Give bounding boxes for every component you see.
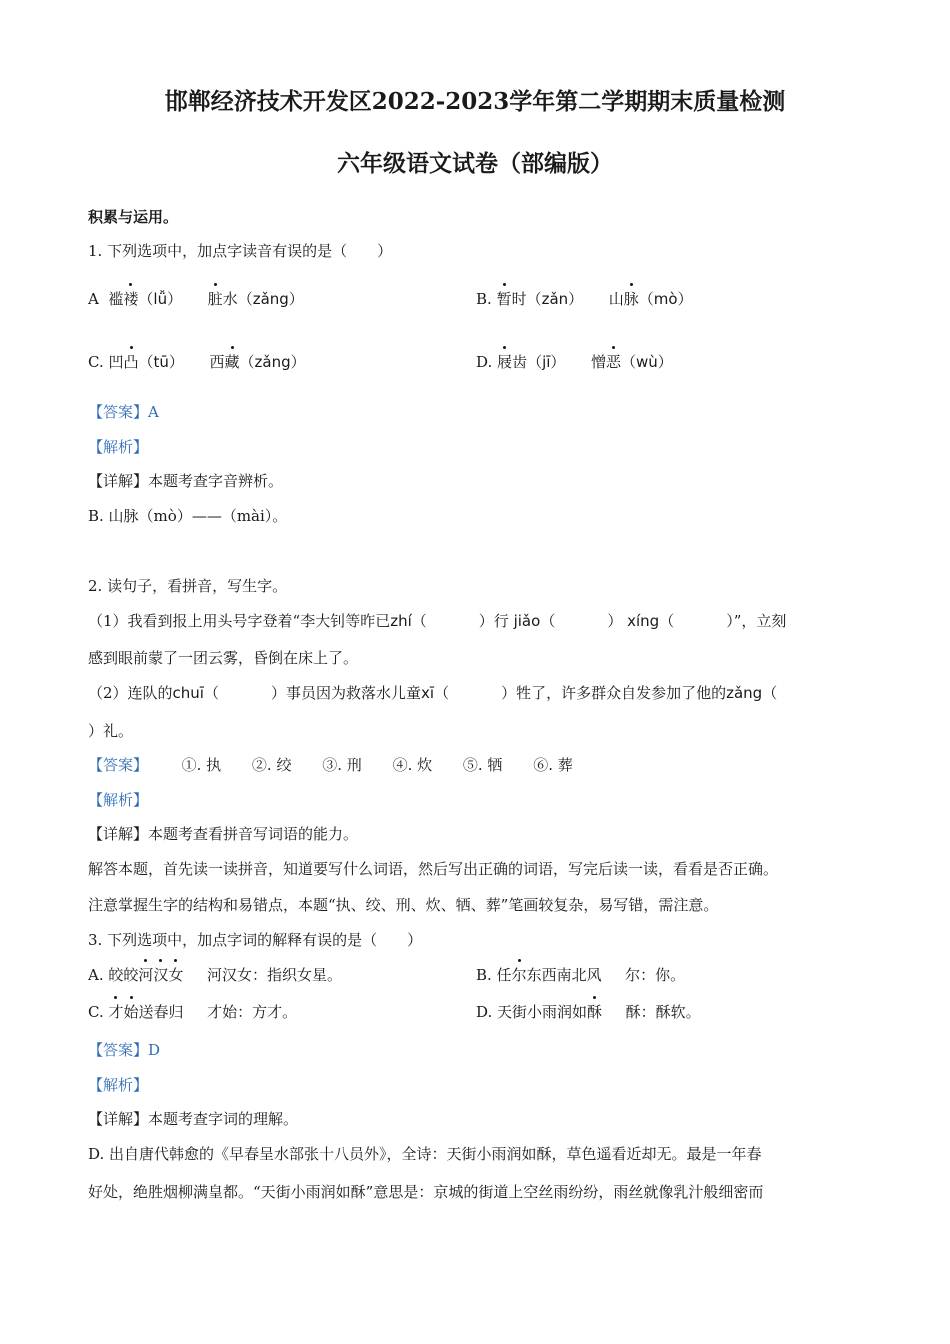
q2-sentence-1: （1）我看到报上用头号字登着“李大钊等昨已zhí（ ）行 jiǎo（ ） xíng（ ）”，立刻 <box>88 612 787 630</box>
q2-sentence-2-cont: ）礼。 <box>88 722 134 740</box>
emphasis-dot-char: 始 <box>123 1003 139 1021</box>
q2-sentence-2: （2）连队的chuī（ ）事员因为救落水儿童xī（ ）牲了，许多群众自发参加了他的zǎng（ <box>88 684 778 702</box>
emphasis-dot-char: 褛 <box>123 290 139 308</box>
emphasis-dot-char: 脉 <box>623 290 639 308</box>
q2-stem: 2. 读句子，看拼音，写生字。 <box>88 577 288 595</box>
q1-option-b: B. 暂时（zǎn） 山脉（mò） <box>476 290 693 308</box>
q2-detail: 【详解】本题考查看拼音写词语的能力。 <box>88 825 359 843</box>
q3-detail: 【详解】本题考查字词的理解。 <box>88 1110 299 1128</box>
q1-answer: 【答案】A <box>88 403 159 421</box>
emphasis-dot-char: 才 <box>108 1003 124 1021</box>
q3-answer: 【答案】D <box>88 1041 161 1059</box>
q3-analysis-label: 【解析】 <box>88 1076 149 1094</box>
exam-title: 邯郸经济技术开发区2022-2023学年第二学期期末质量检测 <box>164 88 786 115</box>
q1-detail: 【详解】本题考查字音辨析。 <box>88 472 284 490</box>
q2-explanation-2: 注意掌握生字的结构和易错点，本题“执、绞、刑、炊、牺、葬”笔画较复杂，易写错，需注意。 <box>88 896 719 914</box>
emphasis-dot-char: 女 <box>168 966 184 984</box>
q1-explanation: B. 山脉（mò）——（mài）。 <box>88 507 288 525</box>
emphasis-dot-char: 凸 <box>123 353 139 371</box>
emphasis-dot-char: 藏 <box>224 353 240 371</box>
q1-option-d: D. 屐齿（jī） 憎恶（wù） <box>476 353 673 371</box>
q2-analysis-label: 【解析】 <box>88 791 149 809</box>
emphasis-dot-char: 河 <box>138 966 154 984</box>
q1-analysis-label: 【解析】 <box>88 438 149 456</box>
q3-explanation-2: 好处，绝胜烟柳满皇都。“天街小雨润如酥”意思是：京城的街道上空丝雨纷纷，雨丝就像乳汁般细密而 <box>88 1183 764 1201</box>
q1-stem: 1. 下列选项中，加点字读音有误的是（ ） <box>88 242 393 260</box>
q3-option-a: A. 皎皎河汉女 河汉女：指织女星。 <box>88 966 342 984</box>
emphasis-dot-char: 脏 <box>207 290 223 308</box>
q1-option-c: C. 凹凸（tū） 西藏（zǎng） <box>88 353 306 371</box>
emphasis-dot-char: 酥 <box>587 1003 603 1021</box>
q3-explanation-1: D. 出自唐代韩愈的《早春呈水部张十八员外》，全诗：天街小雨润如酥，草色遥看近却无。最是一年春 <box>88 1145 762 1163</box>
q1-option-a: A 褴褛（lǚ） 脏水（zǎng） <box>88 290 304 308</box>
q3-option-c: C. 才始送春归 才始：方才。 <box>88 1003 298 1021</box>
q2-explanation-1: 解答本题，首先读一读拼音，知道要写什么词语，然后写出正确的词语，写完后读一读，看看是否正确。 <box>88 860 779 878</box>
emphasis-dot-char: 暂 <box>496 290 512 308</box>
emphasis-dot-char: 汉 <box>153 966 169 984</box>
q2-sentence-1-cont: 感到眼前蒙了一团云雾，昏倒在床上了。 <box>88 649 359 667</box>
section-heading: 积累与运用。 <box>88 208 179 226</box>
q2-answer: 【答案】 ①. 执 ②. 绞 ③. 刑 ④. 炊 ⑤. 牺 ⑥. 葬 <box>88 756 573 774</box>
emphasis-dot-char: 恶 <box>606 353 622 371</box>
exam-subtitle: 六年级语文试卷（部编版） <box>337 150 613 177</box>
q3-stem: 3. 下列选项中，加点字词的解释有误的是（ ） <box>88 931 423 949</box>
emphasis-dot-char: 屐 <box>497 353 513 371</box>
q3-option-d: D. 天街小雨润如酥 酥：酥软。 <box>476 1003 701 1021</box>
q3-option-b: B. 任尔东西南北风 尔：你。 <box>476 966 686 984</box>
emphasis-dot-char: 尔 <box>511 966 527 984</box>
